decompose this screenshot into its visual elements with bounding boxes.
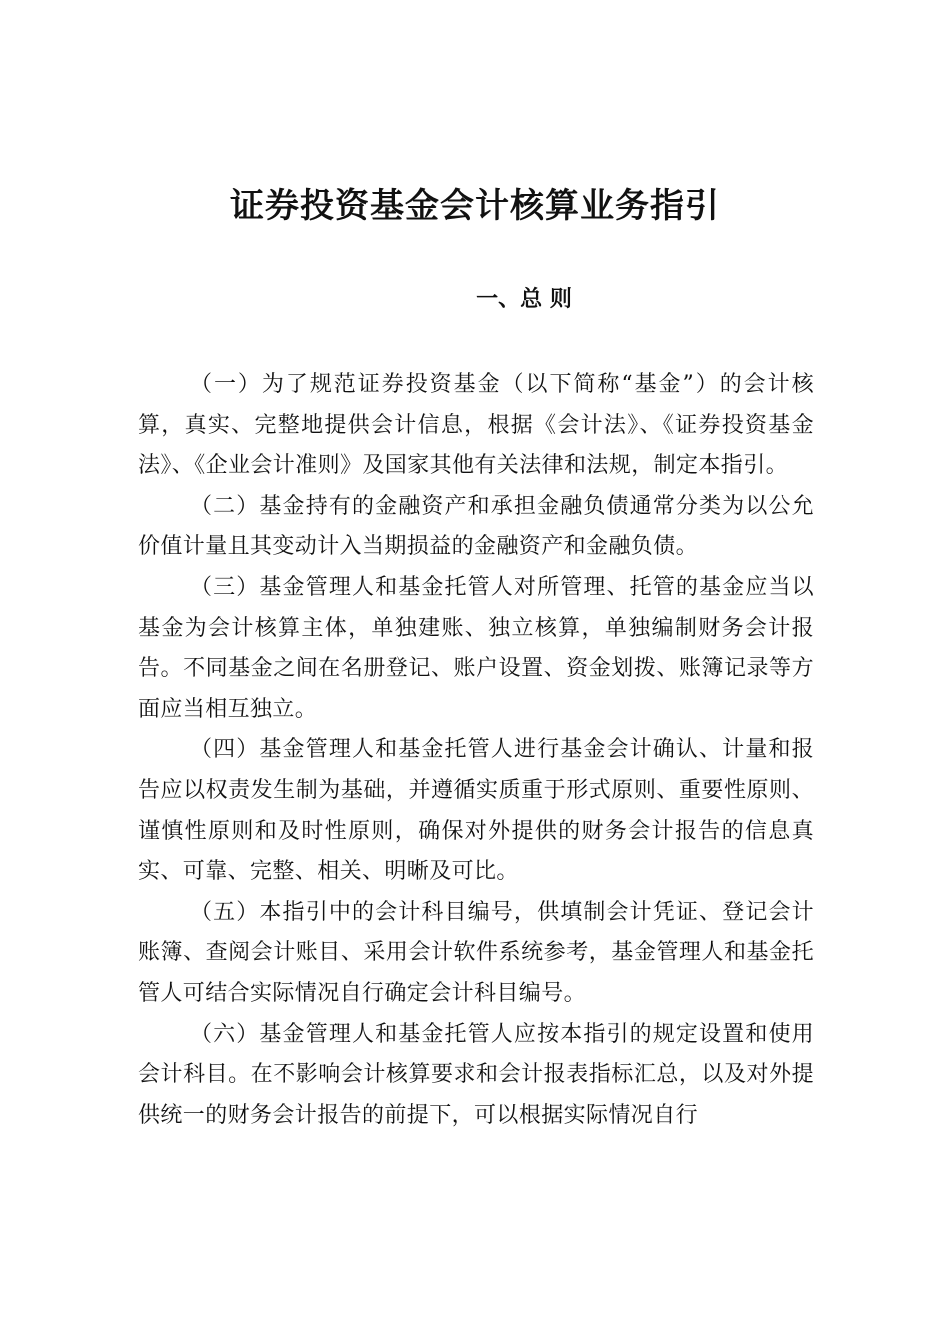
section-heading — [0, 282, 950, 318]
paragraph-3: （三）基金管理人和基金托管人对所管理、托管的基金应当以基金为会计核算主体，单独建账、独立核算，单独编制财务会计报告。不同基金之间在名册登记、账户设置、资金划拨、账簿记录等方面应当相互独立。 — [138, 574, 814, 722]
section-heading-text: 一、总 则 — [476, 287, 572, 312]
paragraph-4: （四）基金管理人和基金托管人进行基金会计确认、计量和报告应以权责发生制为基础，并遵循实质重于形式原则、重要性原则、谨慎性原则和及时性原则，确保对外提供的财务会计报告的信息真实、可靠、完整、相关、明晰及可比。 — [138, 737, 814, 885]
document-title: 证券投资基金会计核算业务指引 — [230, 186, 720, 226]
paragraph-2: （二）基金持有的金融资产和承担金融负债通常分类为以公允价值计量且其变动计入当期损益的金融资产和金融负债。 — [138, 493, 814, 560]
paragraph-5: （五）本指引中的会计科目编号，供填制会计凭证、登记会计账簿、查阅会计账目、采用会计软件系统参考，基金管理人和基金托管人可结合实际情况自行确定会计科目编号。 — [138, 899, 814, 1006]
paragraph-6: （六）基金管理人和基金托管人应按本指引的规定设置和使用会计科目。在不影响会计核算要求和会计报表指标汇总，以及对外提供统一的财务会计报告的前提下，可以根据实际情况自行 — [138, 1021, 814, 1128]
paragraph-1: （一）为了规范证券投资基金（以下简称“基金”）的会计核算，真实、完整地提供会计信息，根据《会计法》、《证券投资基金法》、《企业会计准则》及国家其他有关法律和法规，制定本指引。 — [138, 372, 814, 479]
document-body — [138, 365, 814, 1136]
